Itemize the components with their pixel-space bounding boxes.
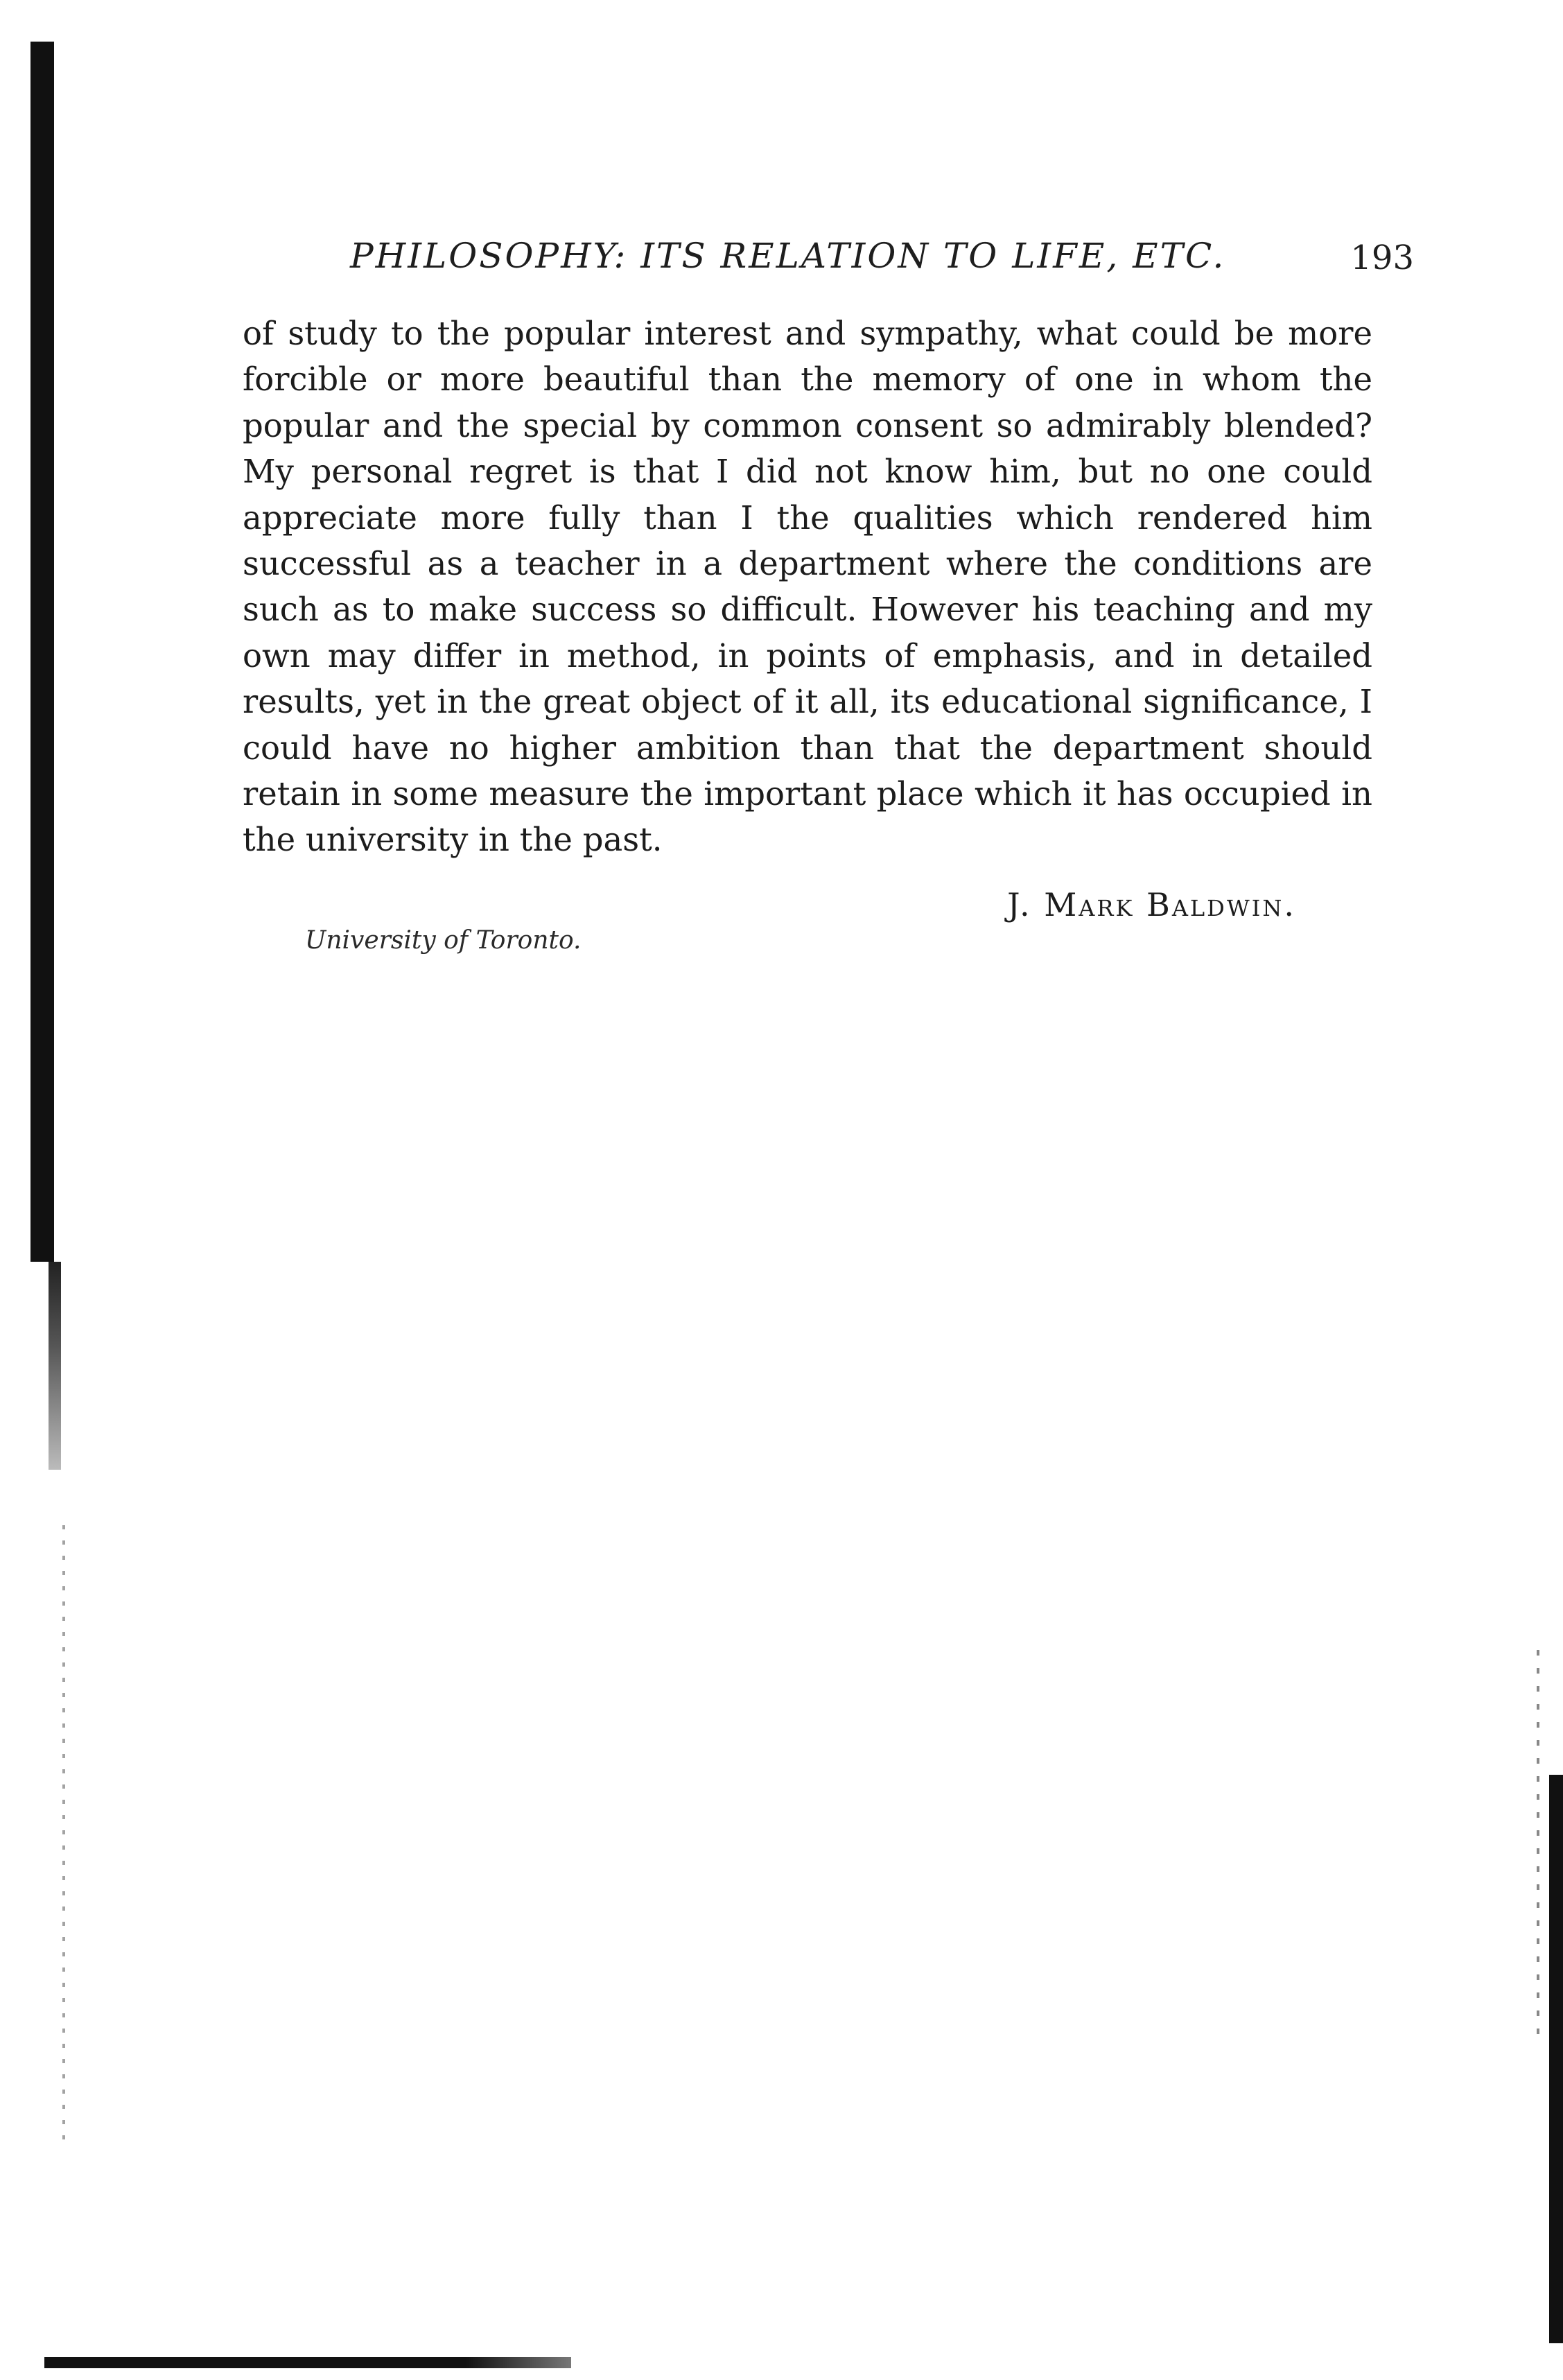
- author-signature: J. Mark Baldwin.: [1007, 886, 1296, 923]
- author-affiliation: University of Toronto.: [305, 926, 582, 955]
- scan-border-left-fade: [49, 1262, 61, 1470]
- scan-border-right-dots: [1537, 1650, 1539, 2038]
- scan-border-left-dots: [62, 1525, 65, 2149]
- scan-border-bottom: [44, 2357, 571, 2368]
- page-number: 193: [1350, 238, 1414, 277]
- scan-border-left: [30, 42, 54, 1262]
- running-title: PHILOSOPHY: ITS RELATION TO LIFE, ETC.: [350, 236, 1226, 276]
- scan-border-right: [1549, 1775, 1563, 2343]
- body-paragraph: of study to the popular interest and sympathy, what could be more forcible or more beautiful than the memory of one in whom the popular and the special by common consent so admirably blended? My personal regret is that I did not know him, but no one could appreciate more fully than I the qualities which rendered him successful as a teacher in a department where the conditions are such as to make success so difficult. However his teaching and my own may differ in method, in points of emphasis, and in detailed results, yet in the great object of it all, its educational significance, I could have no higher ambition than that the department should retain in some measure the important place which it has occupied in the university in the past.: [243, 315, 1372, 859]
- running-head: [243, 236, 1421, 291]
